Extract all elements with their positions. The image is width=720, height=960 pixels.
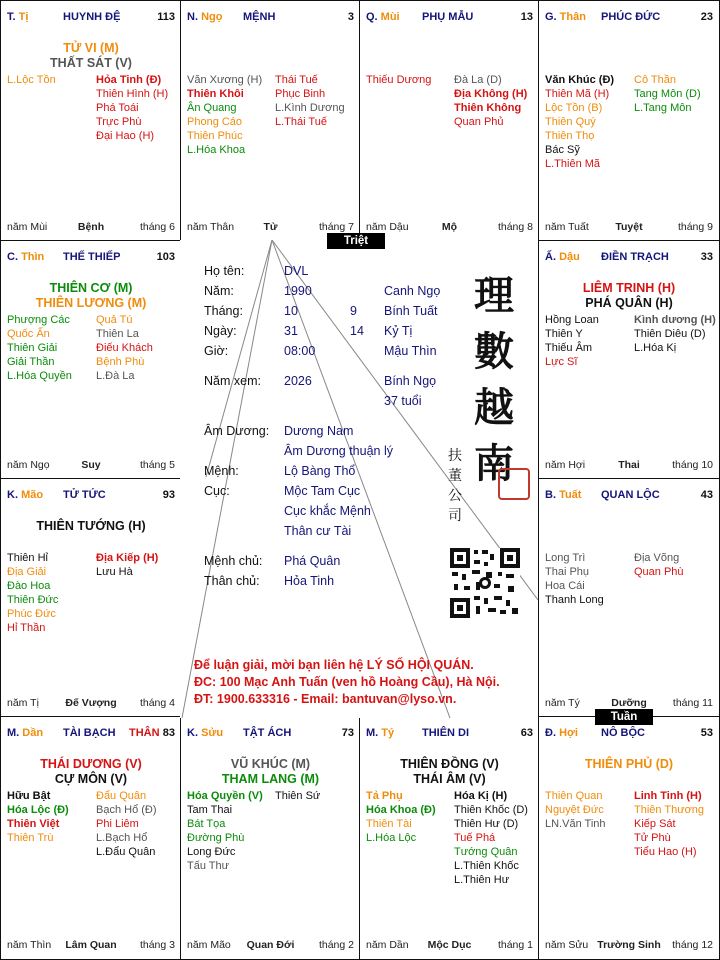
minor-star: Tấu Thư <box>187 860 230 872</box>
than-chu-label: Thân chủ: <box>204 574 260 588</box>
main-stars <box>1 281 181 311</box>
minor-star: Đà La (D) <box>454 74 502 86</box>
nam-value: 1990 <box>284 284 312 298</box>
main-star: VŨ KHÚC (M) <box>230 757 311 771</box>
minor-star: Thiên Quan <box>545 790 603 802</box>
palace-tag: N. Ngọ <box>187 11 223 23</box>
cuc-note: Cục khắc Mệnh <box>284 504 371 518</box>
minor-star: Bát Tọa <box>187 818 226 830</box>
nam-xem-can-chi: Bính Ngọ <box>384 374 437 388</box>
footer-year: năm Mão <box>187 939 231 951</box>
center-info-panel <box>180 240 538 718</box>
palace-header <box>366 727 533 741</box>
cuc-value: Mộc Tam Cục <box>284 484 361 498</box>
minor-star: L.Hóa Kị <box>634 342 677 354</box>
ngay-can-chi: Kỷ Tị <box>384 324 413 338</box>
minor-star: Thiên Không <box>454 102 522 114</box>
minor-star: L.Tang Môn <box>634 102 692 114</box>
palace-footer <box>7 697 175 710</box>
palace-header <box>187 11 354 25</box>
minor-star: L.Lộc Tồn <box>7 74 56 86</box>
palace-tuat <box>538 478 720 718</box>
minor-star: Đẩu Quân <box>96 790 147 802</box>
footer-year: năm Tý <box>545 697 580 709</box>
minor-stars-left <box>366 789 436 845</box>
footer-month: tháng 2 <box>318 939 354 951</box>
palace-name: QUAN LỘC <box>601 489 660 501</box>
footer-month: tháng 3 <box>139 939 175 951</box>
minor-star: Tam Thai <box>187 804 233 816</box>
footer-stage: Trường Sinh <box>597 939 661 951</box>
minor-star: Kình dương (H) <box>634 314 716 326</box>
minor-star: Quan Phù <box>634 566 684 578</box>
qr-code[interactable] <box>450 548 520 618</box>
minor-star: Thiên Quý <box>545 116 596 128</box>
palace-tag: G. Thân <box>545 11 586 23</box>
palace-name: THẾ THIẾP <box>63 251 121 263</box>
palace-tag: B. Tuất <box>545 489 582 501</box>
palace-dau <box>538 240 720 480</box>
minor-star: Bác Sỹ <box>545 144 580 156</box>
minor-star: Tướng Quân <box>454 846 518 858</box>
tuan-badge: Tuần <box>595 709 653 725</box>
minor-star: Điếu Khách <box>96 342 153 354</box>
seal-stamp <box>498 468 530 500</box>
minor-star: Bạch Hổ (Đ) <box>96 804 157 816</box>
main-star: CỰ MÔN (V) <box>54 772 128 786</box>
minor-star: L.Thiên Mã <box>545 158 601 170</box>
minor-star: Thiên Mã (H) <box>545 88 610 100</box>
footer-year: năm Sửu <box>545 939 589 951</box>
main-star: PHÁ QUÂN (H) <box>585 296 673 310</box>
footer-month: tháng 8 <box>497 221 533 233</box>
minor-star: Tử Phù <box>634 832 671 844</box>
palace-number: 3 <box>347 11 354 23</box>
minor-star: Phi Liêm <box>96 818 139 830</box>
palace-footer <box>7 221 175 234</box>
minor-star: Địa Giải <box>7 566 47 578</box>
minor-stars-right <box>634 313 716 355</box>
minor-star: Hồng Loan <box>545 314 599 326</box>
minor-star: Thiên Y <box>545 328 583 340</box>
minor-star: Tả Phụ <box>366 790 403 802</box>
palace-number: 23 <box>700 11 713 23</box>
palace-number: 33 <box>700 251 713 263</box>
minor-stars-left <box>7 789 69 845</box>
main-star: THẤT SÁT (V) <box>50 56 132 70</box>
minor-star: Thiên Diêu (D) <box>634 328 706 340</box>
minor-star: Linh Tinh (H) <box>634 790 702 802</box>
minor-star: Giải Thần <box>7 356 55 368</box>
minor-star: L.Thiên Khốc <box>454 860 519 872</box>
minor-star: L.Đẩu Quân <box>96 846 156 858</box>
palace-header <box>545 727 713 741</box>
palace-footer <box>545 459 713 472</box>
minor-star: L.Bạch Hổ <box>96 832 148 844</box>
minor-star: Đại Hao (H) <box>96 130 155 142</box>
minor-star: Tiểu Hao (H) <box>634 846 697 858</box>
minor-star: Lực Sĩ <box>545 356 578 368</box>
minor-star: Thiếu Dương <box>366 74 432 86</box>
minor-stars-left <box>7 313 72 383</box>
logo-char-1: 理 <box>474 272 514 319</box>
minor-star: Thiên Trù <box>7 832 54 844</box>
minor-star: Trực Phù <box>96 116 142 128</box>
minor-star: Thiên La <box>96 328 139 340</box>
footer-year: năm Thân <box>187 221 235 233</box>
minor-star: Thiên Khôi <box>187 88 244 100</box>
minor-star: Tang Môn (D) <box>634 88 701 100</box>
gio-can-chi: Mậu Thìn <box>384 344 437 358</box>
main-star: THIÊN LƯƠNG (M) <box>35 296 147 310</box>
palace-header <box>7 727 175 741</box>
ngay-label: Ngày: <box>204 324 237 338</box>
minor-stars-right <box>634 789 704 859</box>
than-cu-note: Thân cư Tài <box>284 524 352 538</box>
palace-header <box>545 251 713 265</box>
palace-tag: Đ. Hợi <box>545 727 578 739</box>
minor-star: Long Trì <box>545 552 586 564</box>
minor-stars-left <box>545 551 604 607</box>
main-star: THIÊN PHỦ (D) <box>584 757 674 771</box>
thang-can-chi: Bính Tuất <box>384 304 438 318</box>
minor-star: Hỏa Tinh (Đ) <box>96 74 162 86</box>
minor-stars-left <box>545 789 606 831</box>
palace-ty <box>0 0 182 242</box>
footer-stage: Lâm Quan <box>65 939 117 951</box>
minor-star: Thiên Phúc <box>187 130 243 142</box>
minor-star: LN.Văn Tinh <box>545 818 606 830</box>
thang-am: 9 <box>350 304 357 318</box>
minor-star: L.Hóa Lộc <box>366 832 417 844</box>
palace-footer <box>7 939 175 952</box>
contact-phone-email[interactable]: ĐT: 1900.633316 - Email: bantuvan@lyso.vn. <box>194 692 457 706</box>
palace-name: MỆNH <box>243 11 276 23</box>
palace-number: 113 <box>157 11 175 23</box>
palace-footer <box>545 939 713 952</box>
footer-month: tháng 9 <box>677 221 713 233</box>
footer-year: năm Hợi <box>545 459 586 471</box>
minor-star: L.Thiên Hư <box>454 874 510 886</box>
palace-dan <box>0 716 182 960</box>
minor-star: Thiên Hình (H) <box>96 88 169 100</box>
footer-year: năm Dần <box>366 939 409 951</box>
footer-month: tháng 10 <box>672 459 713 471</box>
minor-star: Thiên Giải <box>7 342 58 354</box>
palace-than <box>538 0 720 242</box>
main-star: THÁI DƯƠNG (V) <box>40 757 142 771</box>
menh-label: Mệnh: <box>204 464 239 478</box>
palace-name: TỬ TỨC <box>63 489 106 501</box>
main-star: THIÊN ĐỒNG (V) <box>400 757 499 771</box>
minor-stars-left <box>187 73 262 157</box>
nam-can-chi: Canh Ngọ <box>384 284 441 298</box>
minor-stars-left <box>7 73 56 87</box>
minor-star: Quả Tú <box>96 314 133 326</box>
minor-stars-right <box>454 73 527 129</box>
palace-number: 63 <box>520 727 533 739</box>
palace-thin <box>0 240 182 480</box>
minor-star: Hoa Cái <box>545 580 585 592</box>
palace-name: TÀI BẠCH <box>63 727 116 739</box>
palace-ngo <box>180 0 361 242</box>
footer-month: tháng 5 <box>139 459 175 471</box>
am-duong-value: Dương Nam <box>284 424 354 438</box>
main-stars <box>1 41 181 71</box>
palace-tag: M. Tý <box>366 727 395 739</box>
footer-stage: Đế Vượng <box>65 697 117 709</box>
am-duong-note: Âm Dương thuận lý <box>284 444 393 458</box>
cuc-label: Cục: <box>204 484 230 498</box>
main-star: THÁI ÂM (V) <box>413 772 486 786</box>
palace-header <box>7 251 175 265</box>
footer-month: tháng 4 <box>139 697 175 709</box>
minor-star: Quan Phủ <box>454 116 504 128</box>
contact-address: ĐC: 100 Mạc Anh Tuấn (ven hồ Hoàng Cầu), Hà Nội. <box>194 675 500 689</box>
minor-star: Thiên Khốc (D) <box>454 804 528 816</box>
main-stars <box>181 757 360 787</box>
palace-ty2 <box>359 716 540 960</box>
minor-star: Long Đức <box>187 846 236 858</box>
minor-star: Đào Hoa <box>7 580 51 592</box>
main-stars <box>360 757 539 787</box>
footer-month: tháng 1 <box>497 939 533 951</box>
palace-name: HUYNH ĐỆ <box>63 11 121 23</box>
minor-star: Đường Phù <box>187 832 245 844</box>
palace-number: 13 <box>520 11 533 23</box>
footer-month: tháng 7 <box>318 221 354 233</box>
minor-star: Nguyệt Đức <box>545 804 604 816</box>
minor-star: Thiên Việt <box>7 818 60 830</box>
palace-tag: C. Thìn <box>7 251 45 263</box>
minor-star: Thai Phụ <box>545 566 590 578</box>
palace-number: 83 <box>162 727 175 739</box>
logo-char-3: 越 <box>474 384 514 431</box>
footer-stage: Bệnh <box>77 221 105 233</box>
footer-stage: Suy <box>81 459 101 471</box>
palace-header <box>545 489 713 503</box>
minor-stars-left <box>7 551 58 635</box>
minor-stars-right <box>96 789 157 859</box>
palace-tag: Ấ. Dậu <box>545 251 580 263</box>
main-star: THIÊN TƯỚNG (H) <box>36 519 146 533</box>
menh-chu-label: Mệnh chủ: <box>204 554 263 568</box>
minor-star: Hóa Quyền (V) <box>187 790 263 802</box>
footer-month: tháng 12 <box>672 939 713 951</box>
palace-number: 103 <box>156 251 175 263</box>
palace-tag: K. Sửu <box>187 727 224 739</box>
minor-star: Phục Binh <box>275 88 326 100</box>
footer-stage: Mộc Dục <box>427 939 472 951</box>
minor-star: L.Hóa Khoa <box>187 144 246 156</box>
palace-mao <box>0 478 182 718</box>
palace-name: PHỤ MẪU <box>422 11 474 23</box>
footer-stage: Tử <box>263 221 278 233</box>
minor-stars-left <box>545 313 599 369</box>
palace-suu <box>180 716 361 960</box>
minor-stars-right <box>96 313 153 383</box>
minor-star: Lưu Hà <box>96 566 133 578</box>
palace-header <box>545 11 713 25</box>
palace-number: 43 <box>700 489 713 501</box>
main-stars <box>539 281 719 311</box>
footer-year: năm Dậu <box>366 221 409 233</box>
minor-star: Thanh Long <box>545 594 604 606</box>
footer-stage: Thai <box>618 459 640 471</box>
palace-tag: M. Dần <box>7 727 44 739</box>
minor-stars-right <box>96 73 168 143</box>
minor-star: L.Hóa Quyền <box>7 370 72 382</box>
minor-star: Thiên Thọ <box>545 130 595 142</box>
palace-name: PHÚC ĐỨC <box>601 11 661 23</box>
minor-star: Thiên Thương <box>634 804 705 816</box>
ngay-value: 31 <box>284 324 298 338</box>
ngay-am: 14 <box>350 324 364 338</box>
calligraphy-logo <box>464 268 524 492</box>
palace-number: 73 <box>341 727 354 739</box>
minor-star: Lộc Tồn (B) <box>545 102 603 114</box>
footer-year: năm Mùi <box>7 221 48 233</box>
minor-stars-right <box>275 73 345 129</box>
palace-header <box>7 11 175 25</box>
minor-star: Văn Khúc (Đ) <box>545 74 615 86</box>
palace-name: TẬT ÁCH <box>243 727 292 739</box>
footer-month: tháng 6 <box>139 221 175 233</box>
minor-star: Ân Quang <box>187 102 237 114</box>
main-star: THAM LANG (M) <box>221 772 320 786</box>
main-star: TỬ VI (M) <box>63 41 119 55</box>
than-marker: THÂN <box>129 727 160 739</box>
palace-footer <box>187 939 354 952</box>
minor-star: Hóa Kị (H) <box>454 790 508 802</box>
minor-stars-left <box>366 73 431 87</box>
palace-mui <box>359 0 540 242</box>
minor-stars-right <box>275 789 320 803</box>
menh-chu-value: Phá Quân <box>284 554 341 568</box>
palace-tag: Q. Mùi <box>366 11 400 23</box>
gio-value: 08:00 <box>284 344 316 358</box>
palace-footer <box>366 939 533 952</box>
footer-year: năm Ngọ <box>7 459 50 471</box>
ho-ten-label: Họ tên: <box>204 264 245 278</box>
minor-stars-left <box>545 73 614 171</box>
nam-xem-label: Năm xem: <box>204 374 261 388</box>
minor-star: Thiên Tài <box>366 818 412 830</box>
minor-star: Hữu Bật <box>7 790 51 802</box>
logo-char-2: 數 <box>474 328 514 375</box>
palace-tag: T. Tị <box>7 11 29 23</box>
minor-star: Kiếp Sát <box>634 818 676 830</box>
am-duong-label: Âm Dương: <box>204 424 270 438</box>
main-stars <box>1 519 181 534</box>
nam-xem-value: 2026 <box>284 374 312 388</box>
palace-number: 93 <box>162 489 175 501</box>
minor-star: L.Đà La <box>96 370 135 382</box>
footer-stage: Quan Đới <box>246 939 295 951</box>
footer-year: năm Tuất <box>545 221 589 233</box>
logo-char-4: 南 <box>474 440 514 487</box>
palace-header <box>366 11 533 25</box>
palace-name: ĐIỀN TRẠCH <box>601 251 669 263</box>
main-stars <box>1 757 181 787</box>
minor-star: Thái Tuế <box>275 74 318 86</box>
palace-footer <box>7 459 175 472</box>
minor-stars-right <box>96 551 158 579</box>
minor-stars-right <box>634 551 684 579</box>
main-star: THIÊN CƠ (M) <box>49 281 133 295</box>
than-chu-value: Hỏa Tinh <box>284 574 335 588</box>
thang-label: Tháng: <box>204 304 243 318</box>
palace-footer <box>366 221 533 234</box>
footer-stage: Dưỡng <box>611 697 647 709</box>
minor-star: Thiên Sứ <box>275 790 321 802</box>
palace-hoi <box>538 716 720 960</box>
minor-star: Cô Thần <box>634 74 676 86</box>
palace-footer <box>545 221 713 234</box>
minor-stars-left <box>187 789 263 873</box>
minor-star: Phượng Các <box>7 314 70 326</box>
footer-stage: Mộ <box>441 221 458 233</box>
main-stars <box>539 757 719 772</box>
minor-star: Bệnh Phù <box>96 356 145 368</box>
palace-header <box>7 489 175 503</box>
logo-small-text: 扶董公司 <box>448 448 462 524</box>
palace-tag: K. Mão <box>7 489 44 501</box>
footer-year: năm Thìn <box>7 939 52 951</box>
minor-star: Địa Kiếp (H) <box>96 552 159 564</box>
footer-stage: Tuyệt <box>615 221 643 233</box>
minor-star: Hóa Khoa (Đ) <box>366 804 436 816</box>
minor-star: Văn Xương (H) <box>187 74 263 86</box>
minor-star: Tuế Phá <box>454 832 496 844</box>
palace-name: THIÊN DI <box>422 727 470 739</box>
minor-star: L.Kình Dương <box>275 102 345 114</box>
triet-badge: Triệt <box>327 233 385 249</box>
contact-line-1: Để luận giải, mời bạn liên hệ LÝ SỐ HỘI QUÁN. <box>194 658 474 672</box>
minor-star: Thiên Hỉ <box>7 552 48 564</box>
minor-star: Phá Toái <box>96 102 139 114</box>
footer-year: năm Tị <box>7 697 39 709</box>
minor-star: Phúc Đức <box>7 608 56 620</box>
main-star: LIÊM TRINH (H) <box>582 281 676 295</box>
minor-star: Địa Võng <box>634 552 680 564</box>
tuoi-value: 37 tuổi <box>384 394 422 408</box>
minor-star: Hỉ Thần <box>7 622 46 634</box>
minor-star: Thiên Hư (D) <box>454 818 519 830</box>
gio-label: Giờ: <box>204 344 229 358</box>
minor-stars-right <box>454 789 528 887</box>
thang-value: 10 <box>284 304 298 318</box>
minor-star: L.Thái Tuế <box>275 116 327 128</box>
menh-value: Lộ Bàng Thổ <box>284 464 356 478</box>
minor-star: Hóa Lộc (Đ) <box>7 804 69 816</box>
palace-number: 53 <box>700 727 713 739</box>
nam-label: Năm: <box>204 284 234 298</box>
footer-month: tháng 11 <box>672 697 713 709</box>
minor-star: Thiếu Âm <box>545 342 593 354</box>
minor-stars-right <box>634 73 701 115</box>
palace-name: NÔ BỘC <box>601 727 645 739</box>
minor-star: Địa Không (H) <box>454 88 528 100</box>
palace-header <box>187 727 354 741</box>
minor-star: Thiên Đức <box>7 594 59 606</box>
minor-star: Quốc Ấn <box>7 328 50 340</box>
ho-ten-value: DVL <box>284 264 309 278</box>
minor-star: Phong Cáo <box>187 116 243 128</box>
